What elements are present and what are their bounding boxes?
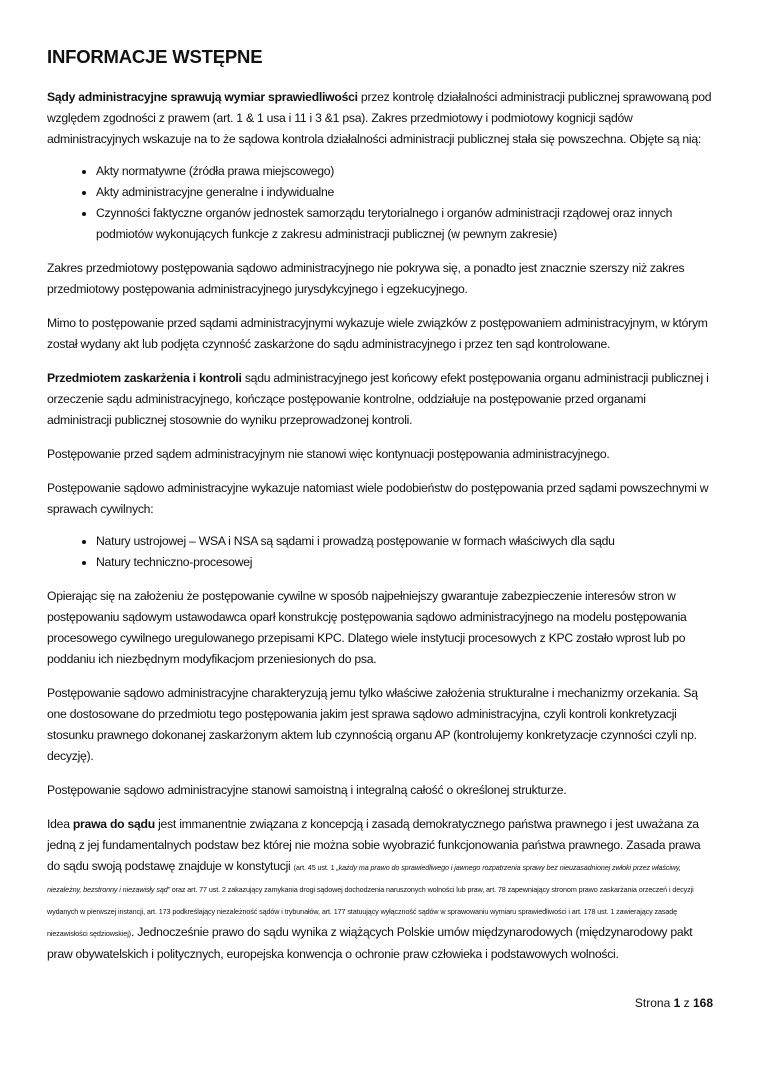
- footer-separator: z: [680, 996, 693, 1010]
- paragraph-relations: Mimo to postępowanie przed sądami administracyjnymi wykazuje wiele związków z postępowaniem administracyjnym, w którym został wydany akt lub podjęta czynność zaskarżone do sądu administracyjnego i przez ten sąd kontrolowane.: [47, 316, 708, 351]
- paragraph-integral: Postępowanie sądowo administracyjne stanowi samoistną i integralną całość o określonej strukturze.: [47, 783, 567, 797]
- footer-page-number: 1: [673, 996, 681, 1010]
- intro-text: przez kontrolę działalności administracji publicznej sprawowaną pod względem zgodności z prawem (art. 1 & 1 usa i 11 i 3 &1 psa). Zakres przedmiotowy i podmiotowy kognicji sądów administracyjnych wskazuje na to że sądowa kontrola działalności administracji publicznej stała się powszechna. Objęte są nią:: [47, 90, 712, 146]
- citation-b: oraz art. 77 ust. 2 zakazujący zamykania drogi sądowej dochodzenia naruszonych wolności lub praw, art. 78 zapewniający stronom prawo zaskarżania orzeczeń i decyzji wydanych w pierwszej instancji, art. 173 podkreślający niezależność sądów i trybunałów, art. 177 statuujący wyłączność sądów w sprawowaniu wymiaru sprawiedliwości i art. 178 ust. 1 zawierający zasadę niezawisłości sędziowskiej): [47, 885, 694, 938]
- page-title: INFORMACJE WSTĘPNE: [47, 46, 263, 67]
- paragraph-subject: [47, 368, 713, 431]
- list-item: • Natury ustrojowej – WSA i NSA są sądami i prowadzą postępowanie w formach właściwych dla sądu: [96, 531, 713, 552]
- scope-list: [47, 161, 713, 245]
- list-item: • Akty normatywne (źródła prawa miejscowego): [96, 161, 713, 182]
- right-to-court-bold: prawa do sądu: [72, 817, 155, 831]
- document-page: [47, 46, 713, 978]
- list-item: • Natury techniczno-procesowej: [96, 552, 713, 573]
- citation-quote: „każdy ma prawo do sprawiedliwego i jawnego rozpatrzenia sprawy bez nieuzasadnionej zwłoki przez właściwy, niezależny, bezstronny i niezawisły sąd”: [47, 863, 681, 894]
- paragraph-intro: [47, 87, 713, 150]
- list-item: • Akty administracyjne generalne i indywidualne: [96, 182, 713, 203]
- paragraph-right-to-court: [47, 814, 713, 965]
- similarities-list: [47, 531, 713, 573]
- citation-a: (art. 45 ust. 1: [293, 863, 337, 872]
- paragraph-civil-model: Opierając się na założeniu że postępowanie cywilne w sposób najpełniejszy gwarantuje zabezpieczenie interesów stron w postępowaniu sądowym ustawodawca oparł konstrukcję postępowania sądowo administracyjnego na modelu postępowania procesowego cywilnego uregulowanego przepisami KPC. Dlatego wiele instytucji procesowych z KPC zostało wprost lub po poddaniu ich niezbędnym modyfikacjom przeniesionych do psa.: [47, 589, 687, 666]
- right-text-a: Idea: [47, 817, 73, 831]
- right-text-c: . Jednocześnie prawo do sądu wynika z wiążących Polskie umów międzynarodowych (międzynarodowy pakt praw obywatelskich i politycznych, europejska konwencja o ochronie praw człowieka i podstawowych wolności.: [47, 925, 693, 961]
- paragraph-structure: Postępowanie sądowo administracyjne charakteryzują jemu tylko właściwe założenia strukturalne i mechanizmy orzekania. Są one dostosowane do przedmiotu tego postępowania jakim jest sprawa sądowo administracyjna, czyli kontroli konkretyzacji stosunku prawnego dokonanej zaskarżonym aktem lub czynnością organu AP (kontrolujemy konkretyzacje czynności czyli np. decyzję).: [47, 686, 698, 763]
- subject-bold: Przedmiotem zaskarżenia i kontroli: [47, 371, 242, 385]
- intro-bold: Sądy administracyjne sprawują wymiar sprawiedliwości: [47, 90, 358, 104]
- page-footer: [635, 996, 713, 1010]
- list-item: • Czynności faktyczne organów jednostek samorządu terytorialnego i organów administracji rządowej oraz innych podmiotów wykonujących funkcje z zakresu administracji publicznej (w pewnym zakresie): [96, 203, 713, 245]
- footer-prefix: Strona: [634, 996, 674, 1010]
- paragraph-similarities: Postępowanie sądowo administracyjne wykazuje natomiast wiele podobieństw do postępowania przed sądami powszechnymi w sprawach cywilnych:: [47, 481, 709, 516]
- footer-page-total: 168: [692, 996, 713, 1010]
- subject-text: sądu administracyjnego jest końcowy efekt postępowania organu administracji publicznej i orzeczenie sądu administracyjnego, kończące postępowanie kontrolne, oddziałuje na postępowanie przed organami administracji publicznej stosownie do wyniku przeprowadzonej kontroli.: [47, 371, 709, 427]
- paragraph-continuation: Postępowanie przed sądem administracyjnym nie stanowi więc kontynuacji postępowania administracyjnego.: [47, 447, 610, 461]
- paragraph-scope: Zakres przedmiotowy postępowania sądowo administracyjnego nie pokrywa się, a ponadto jest znacznie szerszy niż zakres przedmiotowy postępowania administracyjnego jurysdykcyjnego i egzekucyjnego.: [47, 261, 685, 296]
- right-text-b: jest immanentnie związana z koncepcją i zasadą demokratycznego państwa prawnego i jest uważana za jedną z jej fundamentalnych podstaw bez której nie można sobie wyobrazić funkcjonowania państwa prawnego. Zasada prawa do sądu swoją podstawę znajduje w konstytucji: [47, 817, 701, 873]
